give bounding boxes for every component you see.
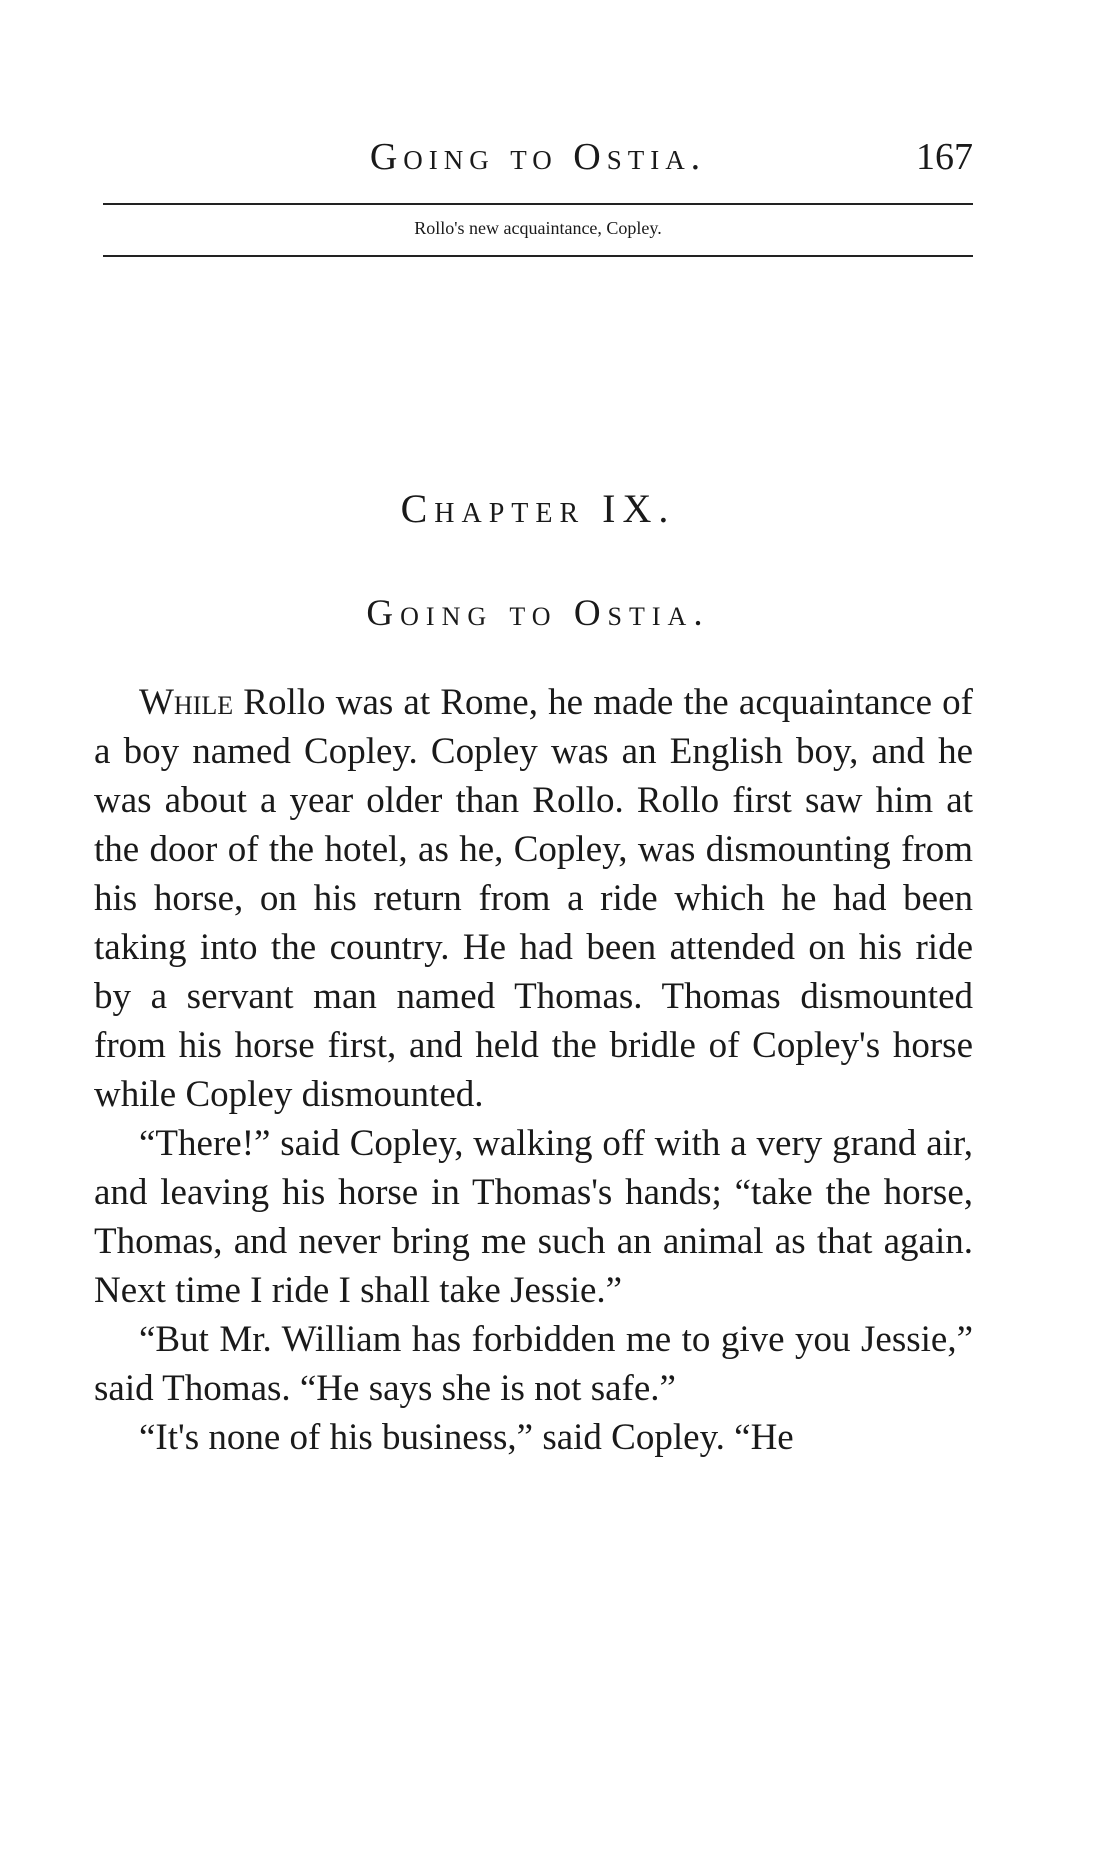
paragraph: “It's none of his business,” said Copley. “He xyxy=(139,1417,794,1458)
page-number: 167 xyxy=(916,136,973,178)
body-text xyxy=(94,678,973,1462)
chapter-number: Chapter IX. xyxy=(400,486,676,531)
section-subheading: Rollo's new acquaintance, Copley. xyxy=(414,218,662,238)
paragraph-opening-word: While xyxy=(139,682,234,723)
paragraph xyxy=(94,678,973,1119)
chapter-title: Going to Ostia. xyxy=(366,593,710,634)
running-head xyxy=(103,135,973,185)
running-title: Going to Ostia. xyxy=(369,136,707,178)
header-rule-bottom xyxy=(103,255,973,257)
paragraph: “There!” said Copley, walking off with a very grand air, and leaving his horse in Thomas's hands; “take the horse, Thomas, and never bring me such an animal as that again. Next time I ride I shall take Jessie.” xyxy=(94,1123,973,1311)
header-rule-top xyxy=(103,203,973,205)
paragraph-text: Rollo was at Rome, he made the acquaintance of a boy named Copley. Copley was an English boy, and he was about a year older than Rollo. Rollo first saw him at the door of the hotel, as he, Copley, was dismounting from his horse, on his return from a ride which he had been taking into the country. He had been attended on his ride by a servant man named Thomas. Thomas dismounted from his horse first, and held the bridle of Copley's horse while Copley dismounted. xyxy=(94,682,973,1115)
paragraph: “But Mr. William has forbidden me to give you Jessie,” said Thomas. “He says she is not safe.” xyxy=(94,1319,973,1409)
